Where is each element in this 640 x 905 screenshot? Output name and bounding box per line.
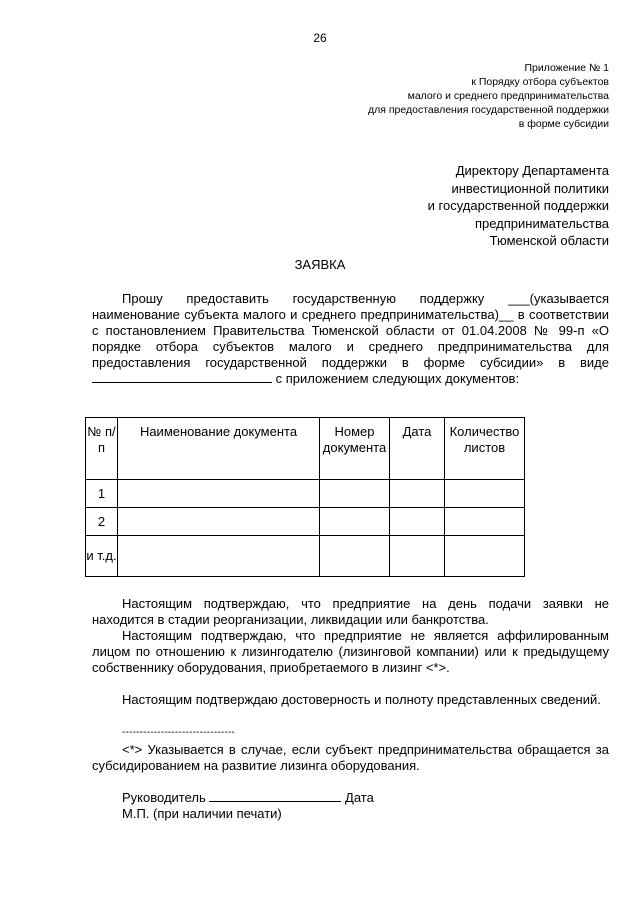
confirmation-paragraph: Настоящим подтверждаю, что предприятие на день подачи заявки не находится в стадии реорганизации, ликвидации или банкротства. [92,596,609,627]
table-cell [118,508,320,536]
request-text-part1: Прошу предоставить государственную поддержку ___(указывается наименование субъекта малого и среднего предпринимательства)__ в соответствии с постановлением Правительства Тюменской области от 01.04.2008 № 99-п «О порядке отбора субъектов малого и среднего предпринимательства для предоставления государственной поддержки в форме субсидии» в виде [92,291,609,370]
column-header: Дата [390,418,445,480]
documents-table [85,417,525,577]
support-type-blank [92,371,272,383]
confirmation-paragraph: Настоящим подтверждаю, что предприятие не является аффилированным лицом по отношению к лизингодателю (лизинговой компании) или к предыдущему собственнику оборудования, приобретаемого в лизинг <*>. [92,628,609,675]
table-cell [445,508,525,536]
column-header: Номер документа [320,418,390,480]
page-number: 26 [313,31,327,45]
footnote-separator: -------------------------------- [122,727,235,738]
table-cell [320,536,390,577]
table-cell [390,480,445,508]
footnote-text: <*> Указывается в случае, если субъект предпринимательства обращается за субсидированием на развитие лизинга оборудования. [92,742,609,773]
request-text-part2: с приложением следующих документов: [275,371,520,386]
table-header-row [86,418,525,480]
table-cell [445,480,525,508]
row-number: 2 [86,508,118,536]
column-header: Наименование документа [118,418,320,480]
head-label: Руководитель [122,790,206,805]
addressee-line: и государственной поддержки [427,198,609,213]
table-cell [118,480,320,508]
column-header: № п/п [86,418,118,480]
row-number: 1 [86,480,118,508]
table-row [86,480,525,508]
date-label: Дата [345,790,374,805]
stamp-note: М.П. (при наличии печати) [122,806,282,821]
row-number: и т.д. [86,536,118,577]
table-cell [390,508,445,536]
appendix-line: к Порядку отбора субъектов [471,76,609,88]
table-cell [445,536,525,577]
table-cell [320,480,390,508]
appendix-note [289,61,609,131]
request-paragraph [92,291,609,387]
signature-blank [209,790,341,802]
appendix-line: в форме субсидии [518,118,609,130]
appendix-line: Приложение № 1 [524,62,609,74]
column-header: Количество листов [445,418,525,480]
table-cell [118,536,320,577]
table-cell [390,536,445,577]
addressee-line: Тюменской области [489,233,609,248]
addressee-line: Директору Департамента [455,163,609,178]
addressee-line: инвестиционной политики [451,180,609,196]
signature-line [122,790,374,806]
addressee-line: предпринимательства [474,215,609,231]
confirmation-paragraph: Настоящим подтверждаю достоверность и полноту представленных сведений. [122,692,601,707]
table-row [86,508,525,536]
table-row [86,536,525,577]
table-cell [320,508,390,536]
appendix-line: для предоставления государственной поддержки [368,104,609,116]
appendix-line: малого и среднего предпринимательства [407,90,609,102]
document-title: ЗАЯВКА [294,257,346,272]
addressee-block [289,162,609,250]
